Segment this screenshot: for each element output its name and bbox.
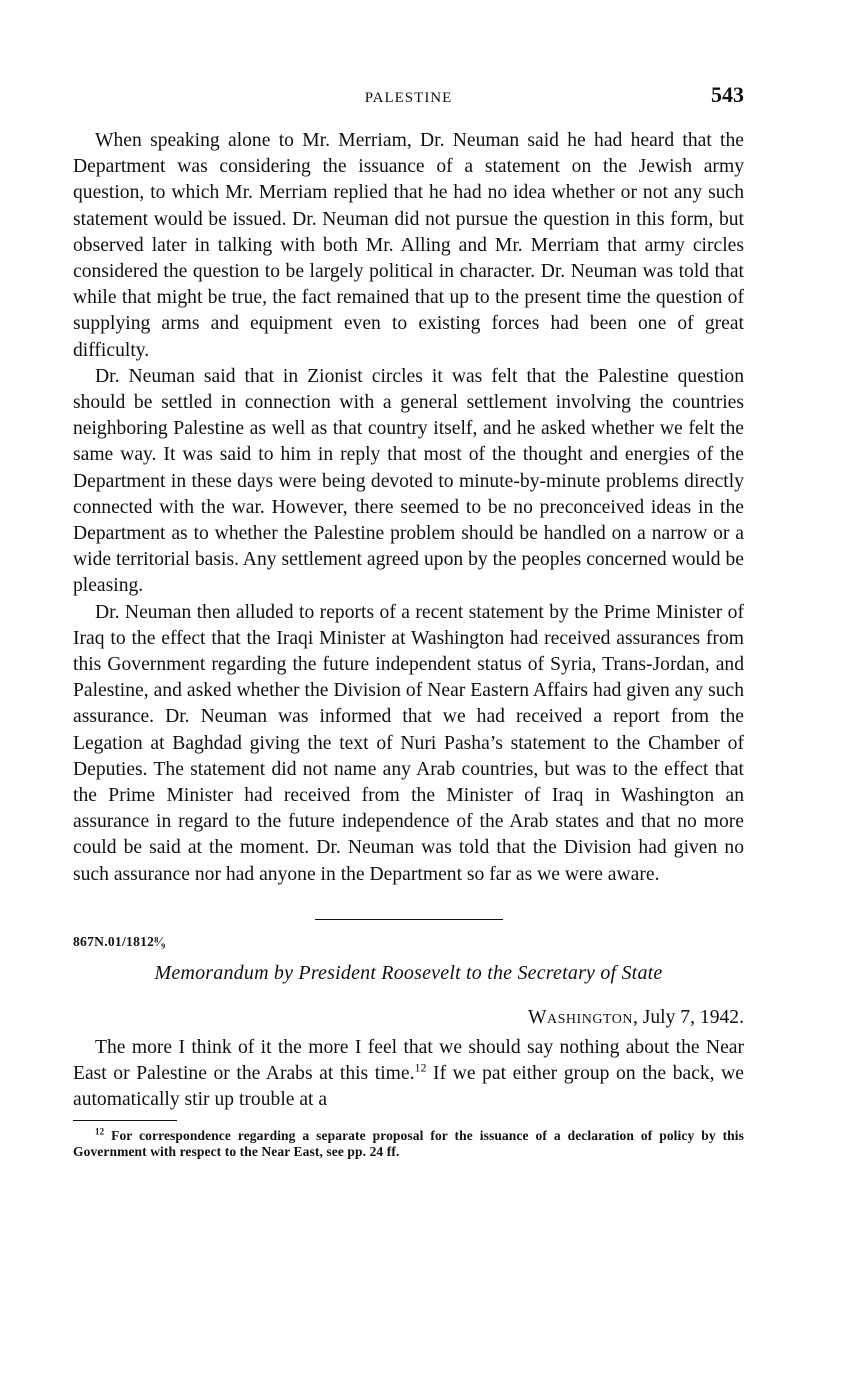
memorandum-continuation [73, 128, 744, 888]
dateline-date: , July 7, 1942. [632, 1006, 744, 1028]
footnote-reference: 12 [414, 1060, 427, 1075]
running-title: PALESTINE [364, 90, 453, 106]
page-header [73, 82, 744, 116]
footnote [73, 1128, 744, 1161]
file-number: 867N.01/1812⁸⁄₉ [73, 933, 166, 949]
body-paragraph-2: Dr. Neuman said that in Zionist circles it was felt that the Palestine question should be settled in connection with a general settlement involving the countries neighboring Palestine as well as that country itself, and he asked whether we felt the same way. It was said to him in reply that most of the thought and energies of the Department in these days were being devoted to minute-by-minute problems directly connected with the war. However, there seemed to be no preconceived ideas in the Department as to whether the Palestine problem should be handled on a narrow or a wide territorial basis. Any settlement agreed upon by the peoples concerned would be pleasing. [73, 365, 744, 597]
page-number: 543 [711, 82, 744, 107]
memo-text-after-note: If we pat either group on the back, we automatically stir up trouble at a [73, 1063, 744, 1111]
section-divider [315, 919, 503, 920]
footnote-text: For correspondence regarding a separate proposal for the issuance of a declaration of policy by this Government with respect to the Near East, see pp. 24 ff. [73, 1127, 744, 1159]
dateline [73, 1007, 744, 1029]
document-title: Memorandum by President Roosevelt to the Secretary of State [154, 961, 663, 984]
document-page [73, 82, 744, 1174]
memo-body-paragraph [73, 1035, 744, 1114]
footnote-number: 12 [95, 1126, 105, 1136]
footnote-rule [73, 1120, 177, 1121]
dateline-place: Washington [528, 1006, 633, 1028]
body-paragraph-3: Dr. Neuman then alluded to reports of a recent statement by the Prime Minister of Iraq to the effect that the Iraqi Minister at Washington had received assurances from this Government regarding the future independent status of Syria, Trans-Jordan, and Palestine, and asked whether the Division of Near Eastern Affairs had given any such assurance. Dr. Neuman was informed that we had received a report from the Legation at Baghdad giving the text of Nuri Pasha’s statement to the Chamber of Deputies. The statement did not name any Arab countries, but was to the effect that the Prime Minister had received from the Minister of Iraq in Washington an assurance in regard to the future independence of the Arab states and that no more could be said at the moment. Dr. Neuman was told that the Division had given no such assurance nor had anyone in the Department so far as we were aware. [73, 601, 744, 885]
memo-text-before-note: The more I think of it the more I feel that we should say nothing about the Near East or Palestine or the Arabs at this time. [73, 1036, 744, 1085]
body-paragraph-1: When speaking alone to Mr. Merriam, Dr. Neuman said he had heard that the Department was considering the issuance of a statement on the Jewish army question, to which Mr. Merriam replied that he had no idea whether or not any such statement would be issued. Dr. Neuman did not pursue the question in this form, but observed later in talking with both Mr. Alling and Mr. Merriam that army circles considered the question to be largely political in character. Dr. Neuman was told that while that might be true, the fact remained that up to the present time the question of supplying arms and equipment even to existing forces had been one of great difficulty. [73, 130, 744, 361]
